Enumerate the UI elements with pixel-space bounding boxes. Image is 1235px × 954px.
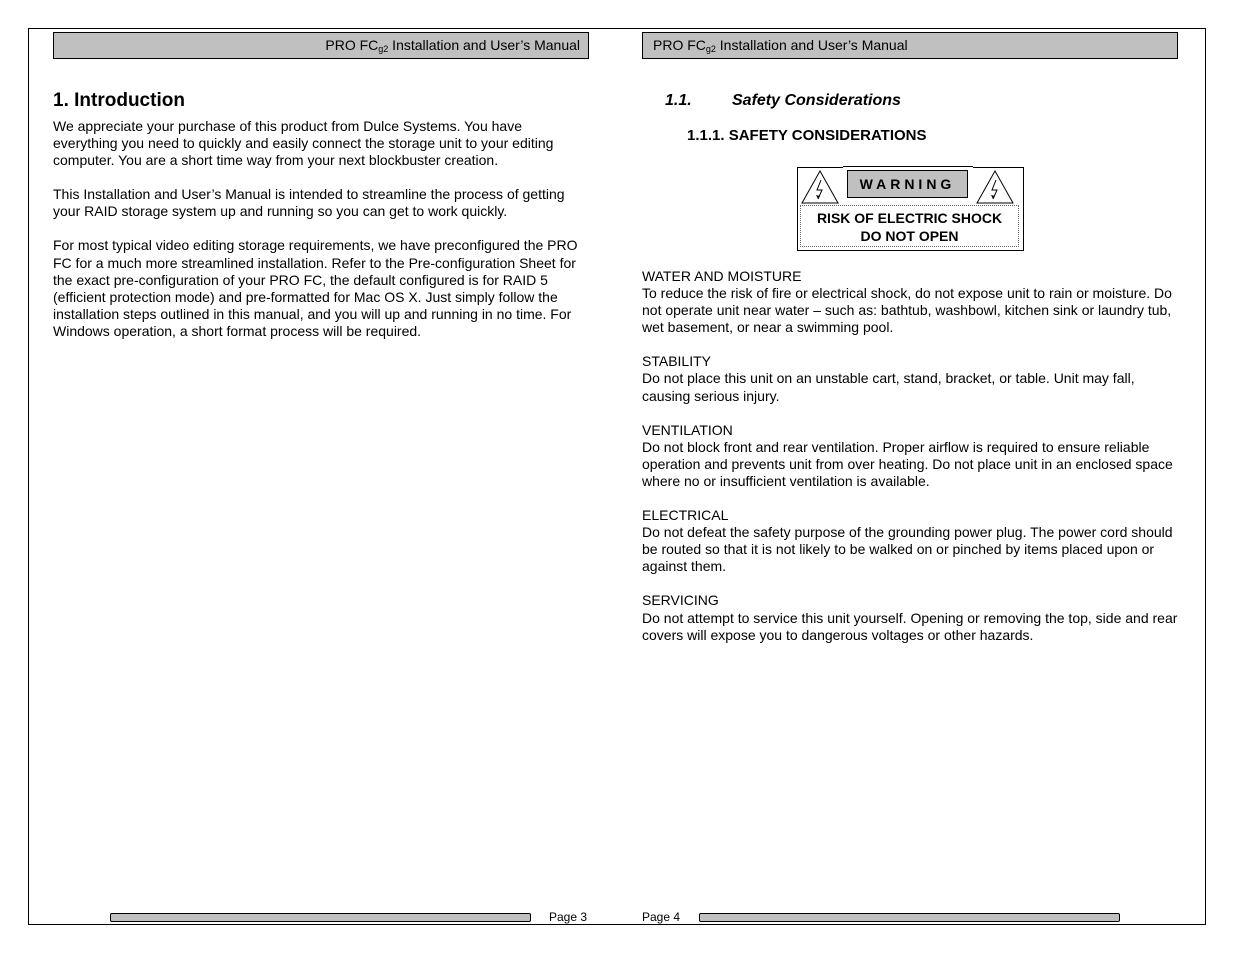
- safety-item: [642, 592, 1182, 643]
- safety-item-body: To reduce the risk of fire or electrical shock, do not expose unit to rain or moisture. Do not operate unit near water – such as: bathtub, washbowl, kitchen sink or laundry tub, wet basement, or near a swimming pool.: [642, 285, 1172, 336]
- section-heading: [665, 92, 901, 110]
- section-title: Safety Considerations: [732, 92, 901, 109]
- left-page-header: [53, 32, 589, 59]
- warning-message: [800, 205, 1019, 247]
- warning-line-1: RISK OF ELECTRIC SHOCK: [816, 210, 1003, 226]
- safety-item-heading: WATER AND MOISTURE: [642, 268, 802, 284]
- safety-list: [642, 268, 1182, 661]
- safety-item-body: Do not defeat the safety purpose of the grounding power plug. The power cord should be routed so that it is not likely to be walked on or pinched by items placed upon or against them.: [642, 524, 1173, 575]
- safety-item-body: Do not place this unit on an unstable cart, stand, bracket, or table. Unit may fall, causing serious injury.: [642, 370, 1135, 404]
- warning-box: [797, 167, 1024, 251]
- safety-item: [642, 268, 1182, 336]
- header-prefix: PRO FC: [653, 37, 706, 53]
- warning-line-2: DO NOT OPEN: [860, 228, 959, 244]
- safety-item-heading: VENTILATION: [642, 421, 733, 438]
- intro-paragraph-2: This Installation and User’s Manual is intended to streamline the process of getting your RAID storage system up and running so you can get to work quickly.: [53, 186, 565, 220]
- warning-label: WARNING: [847, 170, 968, 198]
- header-subscript: g2: [378, 44, 389, 54]
- safety-item-heading: STABILITY: [642, 353, 711, 370]
- left-page-number: Page 3: [549, 910, 588, 924]
- safety-item-heading: SERVICING: [642, 592, 719, 609]
- safety-item: [642, 422, 1182, 490]
- safety-item-heading: ELECTRICAL: [642, 507, 729, 524]
- left-page-content: [53, 90, 589, 357]
- header-subscript: g2: [705, 44, 716, 54]
- section-number: 1.1.: [665, 92, 692, 109]
- left-footer-bar: [110, 913, 531, 922]
- safety-item-body: Do not attempt to service this unit yourself. Opening or removing the top, side and rear covers will expose you to dangerous voltages or other hazards.: [642, 609, 1178, 643]
- electric-hazard-icon: [975, 169, 1015, 205]
- header-suffix: Installation and User’s Manual: [715, 37, 908, 53]
- subsection-heading: 1.1.1. SAFETY CONSIDERATIONS: [687, 127, 927, 144]
- electric-hazard-icon: [800, 169, 840, 205]
- intro-paragraph-1: We appreciate your purchase of this product from Dulce Systems. You have everything you need to quickly and easily connect the storage unit to your editing computer. You are a short time way from your next blockbuster creation.: [53, 118, 554, 169]
- intro-paragraph-3: For most typical video editing storage requirements, we have preconfigured the PRO FC for a much more streamlined installation. Refer to the Pre-configuration Sheet for the exact pre-configuration of your PRO FC, the default configured is for RAID 5 (efficient protection mode) and pre-formatted for Mac OS X. Just simply follow the installation steps outlined in this manual, and you will up and running in no time. For Windows operation, a short format process will be required.: [53, 237, 578, 339]
- safety-item: [642, 507, 1182, 575]
- safety-item-body: Do not block front and rear ventilation. Proper airflow is required to ensure reliable operation and prevents unit from over heating. Do not place unit in an enclosed space where no or insufficient ventilation is available.: [642, 438, 1173, 489]
- header-prefix: PRO FC: [325, 37, 379, 53]
- right-page-number: Page 4: [642, 910, 681, 924]
- intro-heading: 1. Introduction: [53, 90, 185, 111]
- right-footer-bar: [699, 913, 1120, 922]
- header-suffix: Installation and User’s Manual: [388, 37, 580, 53]
- right-page-header: [642, 32, 1178, 59]
- warning-label-frame: [843, 166, 973, 202]
- safety-item: [642, 353, 1182, 404]
